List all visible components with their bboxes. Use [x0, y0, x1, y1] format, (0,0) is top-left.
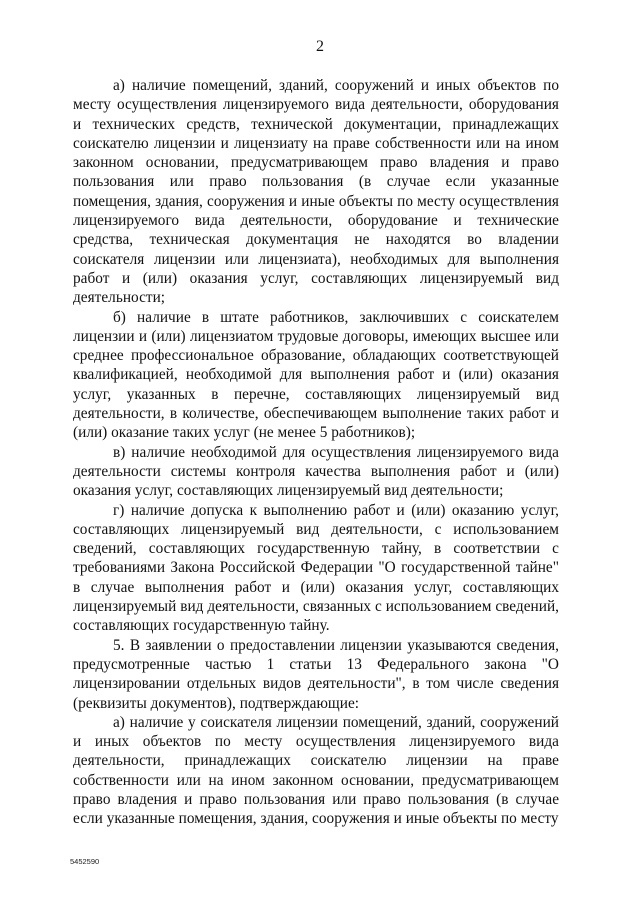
- paragraph-g: г) наличие допуска к выполнению работ и (или) оказанию услуг, составляющих лицензируемый вид деятельности, с использованием сведений, составляющих государственную тайну, в соответствии с требованиями Закона Российской Федерации "О государственной тайне" в случае выполнения работ и (или) оказания услуг, составляющих лицензируемый вид деятельности, связанных с использованием сведений, составляющих государственную тайну.: [73, 501, 559, 635]
- paragraph-v: в) наличие необходимой для осуществления лицензируемого вида деятельности системы контроля качества выполнения работ и (или) оказания услуг, составляющих лицензируемый вид деятельности;: [73, 443, 559, 500]
- paragraph-5: 5. В заявлении о предоставлении лицензии указываются сведения, предусмотренные частью 1 статьи 13 Федерального закона "О лицензировании отдельных видов деятельности", в том числе сведения (реквизиты документов), подтверждающие:: [73, 636, 559, 712]
- document-body: [73, 76, 559, 829]
- paragraph-b: б) наличие в штате работников, заключивших с соискателем лицензии и (или) лицензиатом трудовые договоры, имеющих высшее или среднее профессиональное образование, обладающих соответствующей квалификацией, необходимой для выполнения работ и (или) оказания услуг, указанных в перечне, составляющих лицензируемый вид деятельности, в количестве, обеспечивающем выполнение таких работ и (или) оказание таких услуг (не менее 5 работников);: [73, 308, 559, 442]
- page-number: 2: [316, 38, 324, 55]
- document-code: 5452590: [70, 857, 100, 866]
- paragraph-a: а) наличие помещений, зданий, сооружений и иных объектов по месту осуществления лицензируемого вида деятельности, оборудования и технических средств, технической документации, принадлежащих соискателю лицензии и лицензиату на праве собственности или на ином законном основании, предусматривающем право владения и право пользования или право пользования (в случае если указанные помещения, здания, сооружения и иные объекты по месту осуществления лицензируемого вида деятельности, оборудование и технические средства, техническая документация не находятся во владении соискателя лицензии или лицензиата), необходимых для выполнения работ и (или) оказания услуг, составляющих лицензируемый вид деятельности;: [73, 77, 559, 307]
- paragraph-5a: а) наличие у соискателя лицензии помещений, зданий, сооружений и иных объектов по месту осуществления лицензируемого вида деятельности, принадлежащих соискателю лицензии на праве собственности или на ином законном основании, предусматривающем право владения и право пользования или право пользования (в случае если указанные помещения, здания, сооружения и иные объекты по месту: [73, 713, 559, 828]
